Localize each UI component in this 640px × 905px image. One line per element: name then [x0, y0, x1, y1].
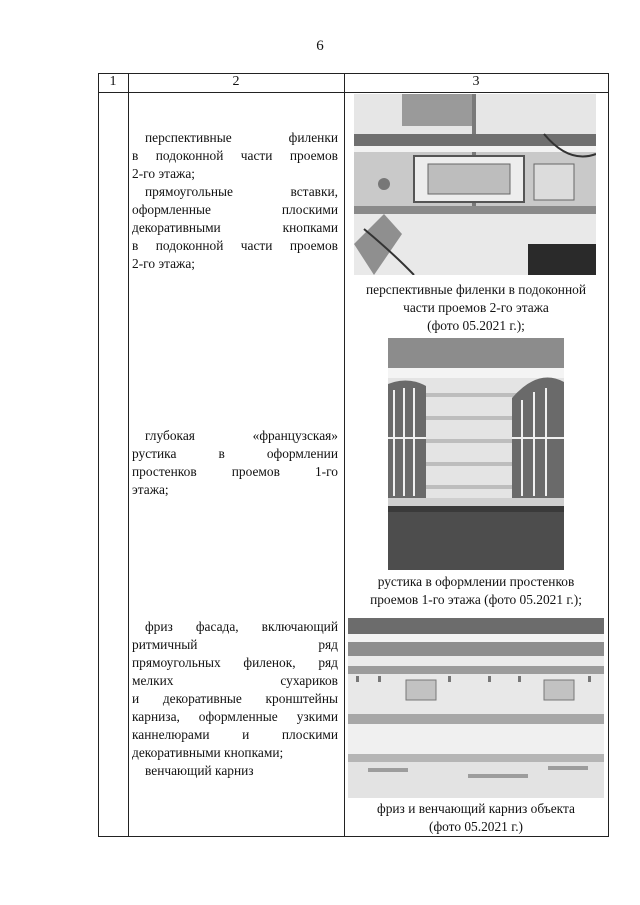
- text-line: каннелюрами и плоскими: [132, 727, 338, 742]
- text-line: и декоративные кронштейны: [132, 691, 338, 706]
- text-line: рустика в оформлении: [132, 446, 338, 461]
- text-line: декоративными кнопками;: [132, 745, 284, 760]
- text-line: карниза, оформленные узкими: [132, 709, 338, 724]
- text-line: мелких сухариков: [132, 673, 338, 688]
- caption-line: (фото 05.2021 г.): [428, 819, 524, 834]
- photo-rustication: [388, 338, 564, 570]
- caption-line: перспективные филенки в подоконной: [365, 282, 586, 297]
- text-line: венчающий карниз: [145, 763, 254, 778]
- table-right-border: [608, 73, 609, 837]
- caption-line: (фото 05.2021 г.);: [427, 318, 525, 333]
- caption-line: рустика в оформлении простенков: [377, 574, 575, 589]
- header-col-2: 2: [232, 74, 240, 89]
- photo-window-panels: [354, 94, 596, 275]
- row-2-description: [132, 427, 338, 499]
- text-line: ритмичный ряд: [132, 637, 338, 652]
- text-line: декоративными кнопками: [132, 220, 338, 235]
- text-line: глубокая «французская»: [145, 428, 338, 443]
- text-line: перспективные филенки: [145, 130, 338, 145]
- text-line: прямоугольных филенок, ряд: [132, 655, 338, 670]
- text-line: в подоконной части проемов: [132, 148, 338, 163]
- row-3-description: [132, 618, 338, 780]
- header-bottom-border: [98, 92, 609, 93]
- caption-line: фриз и венчающий карниз объекта: [377, 801, 575, 816]
- column-divider-1: [128, 73, 129, 837]
- text-line: оформленные плоскими: [132, 202, 338, 217]
- row-2-caption: [345, 573, 607, 609]
- text-line: простенков проемов 1-го: [132, 464, 338, 479]
- header-col-3: 3: [472, 74, 480, 89]
- table-left-border: [98, 73, 99, 837]
- row-1-caption: [345, 281, 607, 335]
- row-1-description: [132, 129, 338, 273]
- row-3-caption: [345, 800, 607, 836]
- caption-line: части проемов 2-го этажа: [403, 300, 549, 315]
- text-line: 2-го этажа;: [132, 256, 195, 271]
- text-line: 2-го этажа;: [132, 166, 195, 181]
- text-line: прямоугольные вставки,: [145, 184, 338, 199]
- column-divider-2: [344, 73, 345, 837]
- text-line: фриз фасада, включающий: [145, 619, 338, 634]
- caption-line: проемов 1-го этажа (фото 05.2021 г.);: [370, 592, 582, 607]
- photo-frieze-cornice: [348, 618, 604, 798]
- page-number: 6: [316, 38, 324, 54]
- header-col-1: 1: [109, 74, 117, 89]
- table-bottom-border: [98, 836, 609, 837]
- text-line: в подоконной части проемов: [132, 238, 338, 253]
- text-line: этажа;: [132, 482, 169, 497]
